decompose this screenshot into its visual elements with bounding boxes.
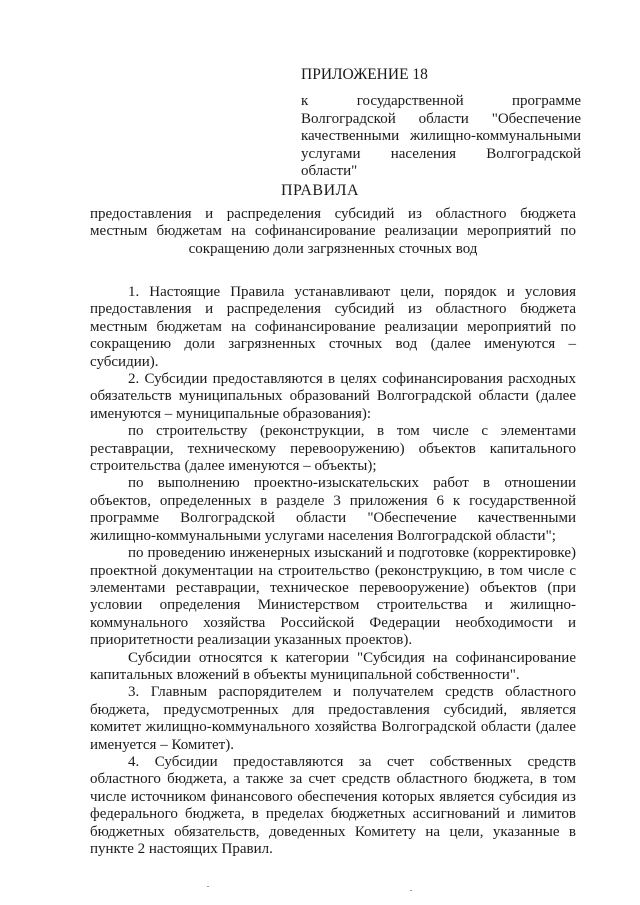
scan-speck bbox=[410, 890, 412, 891]
paragraph: по проведению инженерных изысканий и подготовке (корректировке) проектной документации на строительство (реконструкцию, в том числе с элементами реставрации, техническое перевооружение) объектов (при условии определения Министерством строительства и жилищно-коммунального хозяйства Российской Федерации необходимости и приоритетности реализации указанных проектов). bbox=[90, 545, 576, 649]
paragraph: по строительству (реконструкции, в том числе с элементами реставрации, техническому перевооружению) объектов капитального строительства (далее именуются – объекты); bbox=[90, 423, 576, 475]
paragraph: по выполнению проектно-изыскательских работ в отношении объектов, определенных в разделе 3 приложения 6 к государственной программе Волгоградской области "Обеспечение качественными жилищно-коммунальными услугами населения Волгоградской области"; bbox=[90, 475, 576, 544]
scan-speck bbox=[207, 886, 209, 887]
document-body bbox=[90, 284, 576, 858]
paragraph: 3. Главным распорядителем и получателем средств областного бюджета, предусмотренных для предоставления субсидий, является комитет жилищно-коммунального хозяйства Волгоградской области (далее именуется – Комитет). bbox=[90, 684, 576, 753]
appendix-title: ПРИЛОЖЕНИЕ 18 bbox=[301, 66, 428, 83]
appendix-reference: к государственной программе Волгоградской области "Обеспечение качественными жилищно-коммунальными услугами населения Волгоградской области" bbox=[301, 93, 581, 180]
paragraph: 2. Субсидии предоставляются в целях софинансирования расходных обязательств муниципальных образований Волгоградской области (далее именуются – муниципальные образования): bbox=[90, 371, 576, 422]
appendix-block bbox=[301, 66, 581, 180]
paragraph: 1. Настоящие Правила устанавливают цели, порядок и условия предоставления и распределения субсидий из областного бюджета местным бюджетам на софинансирование реализации мероприятий по сокращению доли загрязненных сточных вод (далее именуются – субсидии). bbox=[90, 284, 576, 370]
paragraph: 4. Субсидии предоставляются за счет собственных средств областного бюджета, а также за счет средств областного бюджета, в том числе источником финансового обеспечения которых является субсидия из федерального бюджета, в пределах бюджетных ассигнований и лимитов бюджетных обязательств, доведенных Комитету на цели, указанные в пункте 2 настоящих Правил. bbox=[90, 753, 576, 857]
document-subtitle: предоставления и распределения субсидий из областного бюджета местным бюджетам на софинансирование реализации мероприятий по сокращению доли загрязненных сточных вод bbox=[90, 206, 576, 257]
paragraph: Субсидии относятся к категории "Субсидия на софинансирование капитальных вложений в объекты муниципальной собственности". bbox=[90, 649, 576, 683]
document-title: ПРАВИЛА bbox=[280, 182, 360, 199]
